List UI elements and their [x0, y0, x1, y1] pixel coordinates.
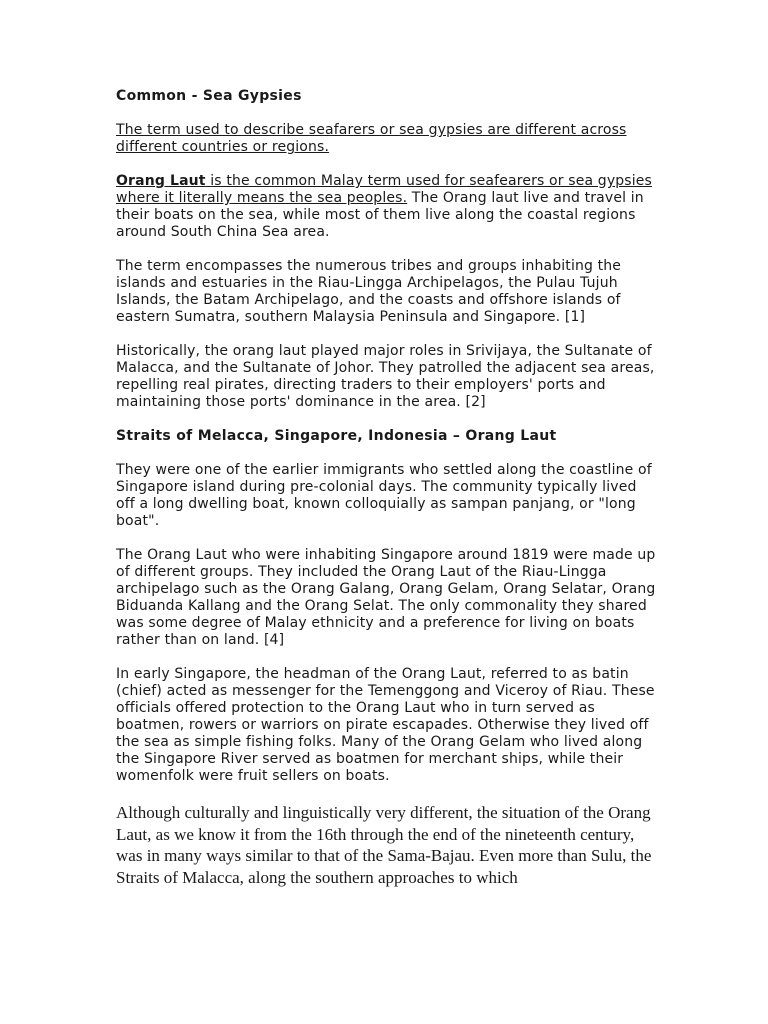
definition-underlined: is the common Malay term used for seafearers or sea gypsies where it literally means the sea peoples. [116, 173, 652, 206]
paragraph-orang-laut-definition [116, 173, 656, 241]
paragraph-early-immigrants: They were one of the earlier immigrants who settled along the coastline of Singapore island during pre-colonial days. The community typically lived off a long dwelling boat, known colloquially as sampan panjang, or "long boat". [116, 462, 652, 529]
paragraph-early-singapore: In early Singapore, the headman of the Orang Laut, referred to as batin (chief) acted as messenger for the Temenggong and Viceroy of Riau. These officials offered protection to the Orang Laut who in turn served as boatmen, rowers or warriors on pirate escapades. Otherwise they lived off the sea as simple fishing folks. Many of the Orang Gelam who lived along the Singapore River served as boatmen for merchant ships, while their womenfolk were fruit sellers on boats. [116, 666, 655, 784]
intro-paragraph: The term used to describe seafarers or sea gypsies are different across different countries or regions. [116, 122, 627, 155]
paragraph-sama-bajau: Although culturally and linguistically very different, the situation of the Orang Laut, as we know it from the 16th through the end of the nineteenth century, was in many ways similar to that of the Sama-Bajau. Even more than Sulu, the Straits of Malacca, along the southern approaches to which [116, 803, 652, 887]
paragraph-groups-1819: The Orang Laut who were inhabiting Singapore around 1819 were made up of different groups. They included the Orang Laut of the Riau-Lingga archipelago such as the Orang Galang, Orang Gelam, Orang Selatar, Orang Biduanda Kallang and the Orang Selat. The only commonality they shared was some degree of Malay ethnicity and a preference for living on boats rather than on land. [4] [116, 547, 656, 648]
definition-rest: The Orang laut live and travel in their boats on the sea, while most of them live along the coastal regions around South China Sea area. [116, 190, 644, 240]
section-heading-straits: Straits of Melacca, Singapore, Indonesia – Orang Laut [116, 428, 557, 444]
document-title: Common - Sea Gypsies [116, 88, 302, 104]
paragraph-term-encompasses: The term encompasses the numerous tribes and groups inhabiting the islands and estuaries in the Riau-Lingga Archipelagos, the Pulau Tujuh Islands, the Batam Archipelago, and the coasts and offshore islands of eastern Sumatra, southern Malaysia Peninsula and Singapore. [1] [116, 258, 622, 325]
term-orang-laut: Orang Laut [116, 173, 206, 189]
paragraph-historically: Historically, the orang laut played major roles in Srivijaya, the Sultanate of Malacca, and the Sultanate of Johor. They patrolled the adjacent sea areas, repelling real pirates, directing traders to their employers' ports and maintaining those ports' dominance in the area. [2] [116, 343, 655, 410]
document-page [116, 86, 656, 888]
